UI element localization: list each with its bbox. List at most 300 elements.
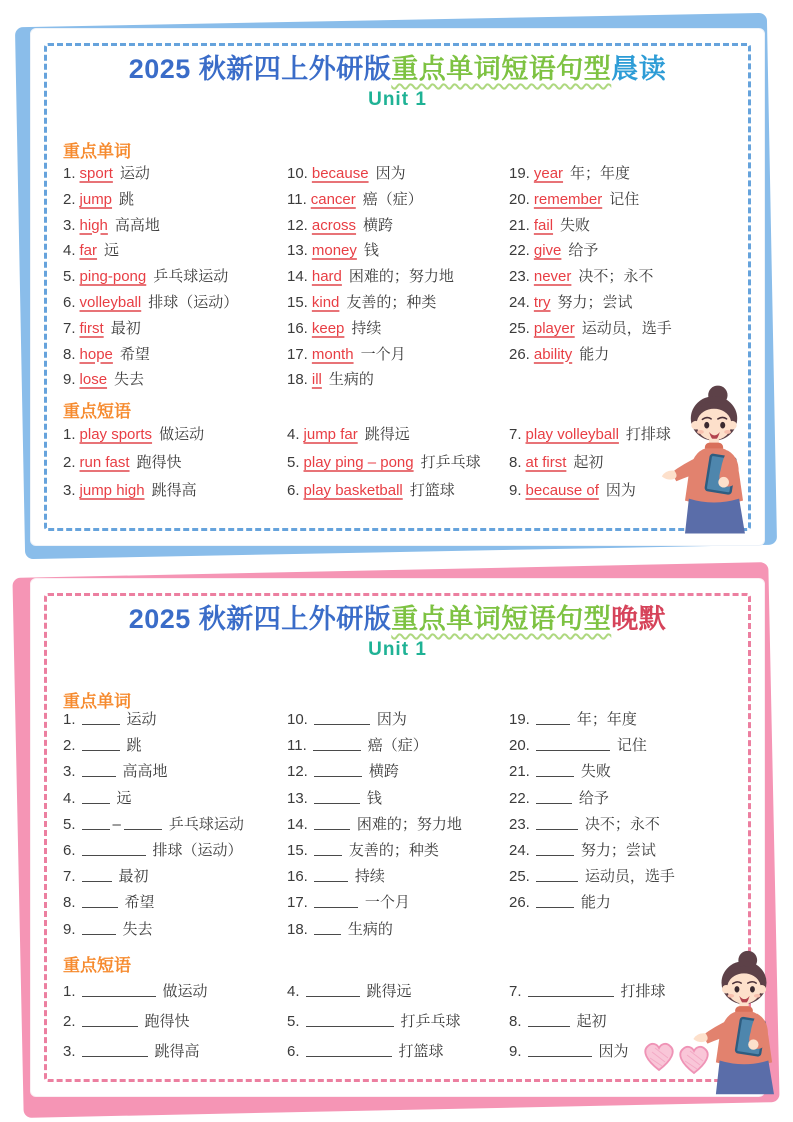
item-number: 26. [509, 894, 530, 912]
item-number: 12. [287, 763, 308, 781]
word-item [509, 238, 748, 264]
item-meaning: 远 [104, 242, 120, 260]
item-meaning: 最初 [118, 868, 149, 886]
word-item [63, 917, 287, 943]
word-item [287, 812, 509, 838]
item-meaning: 运动员，选手 [584, 868, 675, 886]
item-number: 3. [63, 763, 76, 781]
item-number: 9. [509, 482, 522, 499]
item-meaning: 年；年度 [576, 711, 637, 728]
item-number: 3. [63, 216, 76, 234]
item-meaning: 运动 [119, 165, 150, 182]
item-meaning: 失败 [580, 763, 611, 781]
item-meaning: 因为 [605, 482, 636, 499]
item-word: ability [533, 345, 573, 363]
item-word: ill [311, 371, 322, 389]
phrase-item [287, 421, 509, 449]
item-number: 17. [287, 345, 308, 363]
word-item [63, 812, 287, 838]
item-number: 23. [509, 268, 530, 286]
evening-title [31, 597, 764, 636]
item-meaning: 努力；尝试 [580, 842, 656, 860]
item-word: play basketball [303, 482, 403, 499]
word-item [509, 290, 748, 316]
item-blank [314, 790, 360, 804]
morning-words-list [63, 161, 748, 393]
word-item [287, 316, 509, 342]
item-meaning: 记住 [609, 190, 640, 208]
item-number: 20. [509, 190, 530, 208]
item-word: year [533, 165, 564, 182]
item-word: play sports [79, 426, 153, 443]
evening-words-heading: 重点单词 [63, 692, 131, 711]
item-number: 4. [287, 426, 300, 443]
item-meaning: 癌（症） [367, 737, 428, 755]
word-item [287, 264, 509, 290]
word-item [509, 759, 748, 785]
item-number: 17. [287, 894, 308, 912]
item-blank [528, 983, 614, 997]
item-number: 25. [509, 868, 530, 886]
item-number: 6. [287, 482, 300, 499]
list-column [287, 421, 509, 505]
item-word: volleyball [79, 293, 142, 311]
item-number: 16. [287, 868, 308, 886]
item-blank [314, 868, 348, 882]
item-word: high [79, 216, 108, 234]
item-meaning: 希望 [119, 345, 150, 363]
item-meaning: 起初 [576, 1013, 607, 1030]
item-meaning: 年；年度 [570, 165, 631, 182]
item-number: 7. [63, 319, 76, 337]
word-item [509, 838, 748, 864]
item-blank [82, 921, 116, 935]
item-meaning: 钱 [366, 789, 382, 807]
word-item [63, 707, 287, 733]
item-blank [314, 816, 350, 830]
item-meaning: 打乒乓球 [400, 1013, 461, 1030]
list-column [287, 161, 509, 393]
word-item [287, 707, 509, 733]
item-number: 2. [63, 190, 76, 208]
item-word: across [311, 216, 357, 234]
title-prefix: 2025 秋新四上外研版 [128, 54, 392, 84]
hearts-icon [640, 1036, 718, 1078]
word-item [63, 187, 287, 213]
word-item [509, 733, 748, 759]
item-blank [82, 1043, 148, 1057]
list-column [509, 161, 748, 393]
item-word: hard [311, 268, 342, 286]
item-meaning: 生病的 [328, 371, 374, 389]
phrase-item [287, 1007, 509, 1037]
item-meaning: 失败 [560, 216, 591, 234]
word-item [287, 786, 509, 812]
word-item [509, 786, 748, 812]
item-number: 19. [509, 711, 530, 728]
item-meaning: 打排球 [625, 426, 671, 443]
list-column [63, 421, 287, 505]
phrase-item [509, 449, 748, 477]
item-number: 15. [287, 842, 308, 860]
title-keywords: 重点单词短语句型 [391, 604, 612, 634]
item-word: because of [525, 482, 599, 499]
item-blank [82, 790, 110, 804]
item-meaning: 因为 [598, 1043, 629, 1060]
item-word: far [79, 242, 98, 260]
phrase-item [63, 977, 287, 1007]
title-prefix: 2025 秋新四上外研版 [128, 604, 392, 634]
list-column [63, 707, 287, 943]
item-meaning: 跳得高 [154, 1043, 200, 1060]
item-number: 2. [63, 454, 76, 471]
item-blank [536, 790, 572, 804]
item-number: 21. [509, 216, 530, 234]
word-item [509, 161, 748, 187]
item-number: 8. [63, 894, 76, 912]
item-number: 9. [63, 920, 76, 938]
item-meaning: 努力；尝试 [557, 293, 633, 311]
item-number: 22. [509, 789, 530, 807]
item-blank [536, 711, 570, 725]
item-blank [82, 816, 110, 830]
phrase-item [63, 449, 287, 477]
item-blank [306, 983, 360, 997]
word-item [63, 264, 287, 290]
item-blank [82, 983, 156, 997]
item-blank [82, 894, 118, 908]
item-number: 6. [63, 842, 76, 860]
item-meaning: 友善的；种类 [348, 842, 439, 860]
item-meaning: 乒乓球运动 [168, 815, 244, 833]
item-number: 10. [287, 711, 308, 728]
item-word: player [533, 319, 575, 337]
item-meaning: 癌（症） [362, 190, 423, 208]
item-meaning: 失去 [114, 371, 145, 389]
item-number: 1. [63, 711, 76, 728]
item-word: jump high [79, 482, 145, 499]
title-suffix: 晨读 [611, 54, 667, 84]
item-number: 13. [287, 789, 308, 807]
item-blank [536, 816, 578, 830]
item-meaning: 打篮球 [398, 1043, 444, 1060]
list-column [287, 977, 509, 1067]
item-number: 7. [509, 983, 522, 1000]
word-item [287, 759, 509, 785]
item-meaning: 最初 [110, 319, 141, 337]
item-meaning: 困难的；努力地 [348, 268, 454, 286]
evening-panel [30, 578, 765, 1097]
list-column [509, 707, 748, 943]
item-word: kind [311, 293, 340, 311]
item-meaning: 决不；永不 [584, 815, 660, 833]
word-item [509, 812, 748, 838]
item-word: at first [525, 454, 567, 471]
item-number: 11. [287, 190, 307, 208]
item-word: keep [311, 319, 345, 337]
item-number: 9. [509, 1043, 522, 1060]
word-item [287, 161, 509, 187]
word-item [287, 342, 509, 368]
item-word: play ping – pong [303, 454, 414, 471]
item-word: cancer [310, 190, 356, 208]
item-number: 22. [509, 242, 530, 260]
evening-unit-label: Unit 1 [368, 639, 427, 660]
word-item [63, 890, 287, 916]
morning-panel [30, 28, 765, 546]
item-meaning: 钱 [363, 242, 379, 260]
word-item [509, 213, 748, 239]
item-number: 1. [63, 165, 76, 182]
phrase-item [509, 477, 748, 505]
phrase-item [287, 1037, 509, 1067]
item-word: ping-pong [79, 268, 147, 286]
item-meaning: 希望 [124, 894, 155, 912]
item-blank [314, 894, 358, 908]
item-number: 4. [287, 983, 300, 1000]
item-meaning: 排球（运动） [148, 293, 239, 311]
title-suffix: 晚默 [611, 604, 667, 634]
item-meaning: 排球（运动） [152, 842, 243, 860]
item-number: 2. [63, 1013, 76, 1030]
item-blank [528, 1013, 570, 1027]
word-item [63, 786, 287, 812]
item-number: 6. [63, 293, 76, 311]
phrase-item [63, 477, 287, 505]
item-meaning: 起初 [573, 454, 604, 471]
item-number: 24. [509, 842, 530, 860]
item-number: 14. [287, 815, 308, 833]
item-word: fail [533, 216, 554, 234]
item-blank [306, 1043, 392, 1057]
item-blank [124, 816, 162, 830]
word-item [509, 264, 748, 290]
item-number: 8. [509, 1013, 522, 1030]
item-meaning: 因为 [375, 165, 406, 182]
item-meaning: 跳得远 [364, 426, 410, 443]
item-meaning: 做运动 [159, 426, 205, 443]
item-meaning: 打排球 [620, 983, 666, 1000]
item-blank [536, 894, 574, 908]
item-number: 18. [287, 920, 308, 938]
item-blank [82, 1013, 138, 1027]
word-item [287, 917, 509, 943]
word-item [509, 890, 748, 916]
morning-phrases-list [63, 421, 748, 505]
item-number: 7. [509, 426, 522, 443]
list-column [287, 707, 509, 943]
item-meaning: 失去 [122, 920, 153, 938]
list-column [63, 161, 287, 393]
item-blank [82, 842, 146, 856]
item-blank [82, 868, 112, 882]
item-meaning: 跳得远 [366, 983, 412, 1000]
item-number: 4. [63, 789, 76, 807]
item-word: money [311, 242, 357, 260]
morning-title [31, 47, 764, 86]
word-item [63, 838, 287, 864]
item-number: 12. [287, 216, 308, 234]
item-meaning: 生病的 [347, 920, 393, 938]
item-meaning: 给予 [578, 789, 609, 807]
item-blank [314, 842, 342, 856]
item-word: try [533, 293, 551, 311]
item-number: 19. [509, 165, 530, 182]
item-meaning: 友善的；种类 [346, 293, 437, 311]
item-number: 13. [287, 242, 308, 260]
item-blank [82, 737, 120, 751]
item-number: 1. [63, 426, 76, 443]
word-item [63, 367, 287, 393]
item-meaning: 因为 [376, 711, 407, 728]
item-number: 21. [509, 763, 530, 781]
list-column [509, 421, 748, 505]
morning-words-heading: 重点单词 [63, 142, 131, 161]
phrase-item [63, 1037, 287, 1067]
item-blank [536, 763, 574, 777]
item-number: 10. [287, 165, 308, 182]
item-blank [528, 1043, 592, 1057]
word-item [509, 707, 748, 733]
item-meaning: 跳 [126, 737, 142, 755]
item-meaning: 能力 [579, 345, 610, 363]
word-item [63, 161, 287, 187]
item-meaning: 给予 [568, 242, 599, 260]
item-word: jump [79, 190, 113, 208]
item-word: because [311, 165, 369, 182]
word-item [287, 864, 509, 890]
word-item [287, 838, 509, 864]
word-item [63, 316, 287, 342]
item-number: 2. [63, 737, 76, 755]
item-blank [536, 868, 578, 882]
item-blank [314, 711, 370, 725]
item-number: 4. [63, 242, 76, 260]
item-meaning: 远 [116, 789, 132, 807]
word-item [287, 733, 509, 759]
item-meaning: 高高地 [114, 216, 160, 234]
item-meaning: 跑得快 [144, 1013, 190, 1030]
item-number: 20. [509, 737, 530, 755]
item-meaning: 运动 [126, 711, 157, 728]
item-number: 5. [63, 815, 76, 833]
item-meaning: 持续 [354, 868, 385, 886]
item-word: jump far [303, 426, 358, 443]
item-number: 15. [287, 293, 308, 311]
item-number: 18. [287, 371, 308, 389]
item-meaning: 跳 [119, 190, 135, 208]
title-keywords: 重点单词短语句型 [391, 54, 612, 84]
item-blank [82, 763, 116, 777]
word-item [63, 290, 287, 316]
item-word: play volleyball [525, 426, 619, 443]
list-column [63, 977, 287, 1067]
item-number: 1. [63, 983, 76, 1000]
item-meaning: 持续 [351, 319, 382, 337]
item-number: 5. [63, 268, 76, 286]
item-meaning: 乒乓球运动 [153, 268, 229, 286]
word-item [287, 890, 509, 916]
phrase-item [509, 977, 748, 1007]
item-number: 7. [63, 868, 76, 886]
item-meaning: 一个月 [364, 894, 410, 912]
word-item [509, 187, 748, 213]
item-number: 11. [287, 737, 307, 755]
word-item [63, 864, 287, 890]
word-item [63, 213, 287, 239]
item-number: 24. [509, 293, 530, 311]
item-word: month [311, 345, 354, 363]
morning-unit-label: Unit 1 [368, 89, 427, 110]
item-blank [82, 711, 120, 725]
item-word: never [533, 268, 572, 286]
item-meaning: 一个月 [360, 345, 406, 363]
word-item [63, 342, 287, 368]
word-item [63, 733, 287, 759]
item-meaning: 运动员，选手 [581, 319, 672, 337]
phrase-item [63, 1007, 287, 1037]
item-meaning: 横跨 [368, 763, 399, 781]
phrase-item [509, 1007, 748, 1037]
item-blank [314, 921, 341, 935]
word-item [509, 342, 748, 368]
item-word: first [79, 319, 104, 337]
phrase-item [287, 977, 509, 1007]
item-number: 9. [63, 371, 76, 389]
item-number: 5. [287, 1013, 300, 1030]
item-blank [313, 737, 361, 751]
item-blank [306, 1013, 394, 1027]
word-item [63, 759, 287, 785]
item-blank [314, 763, 362, 777]
item-number: 6. [287, 1043, 300, 1060]
item-number: 23. [509, 815, 530, 833]
item-meaning: 横跨 [363, 216, 394, 234]
item-number: 5. [287, 454, 300, 471]
item-number: 8. [63, 345, 76, 363]
evening-phrases-heading: 重点短语 [63, 956, 131, 975]
phrase-item [287, 477, 509, 505]
word-item [287, 187, 509, 213]
item-number: 26. [509, 345, 530, 363]
word-item [287, 238, 509, 264]
item-word: sport [79, 165, 113, 182]
item-word: run fast [79, 454, 130, 471]
item-blank [536, 842, 574, 856]
item-number: 8. [509, 454, 522, 471]
phrase-item [63, 421, 287, 449]
item-meaning: 做运动 [162, 983, 208, 1000]
blank-dash: – [112, 815, 121, 833]
item-meaning: 打篮球 [409, 482, 455, 499]
phrase-item [509, 421, 748, 449]
item-meaning: 打乒乓球 [420, 454, 481, 471]
item-word: hope [79, 345, 113, 363]
evening-words-list [63, 707, 748, 943]
item-number: 3. [63, 1043, 76, 1060]
item-word: lose [79, 371, 108, 389]
item-meaning: 高高地 [122, 763, 168, 781]
word-item [509, 864, 748, 890]
item-word: give [533, 242, 562, 260]
phrase-item [287, 449, 509, 477]
morning-phrases-heading: 重点短语 [63, 402, 131, 421]
item-meaning: 决不；永不 [578, 268, 654, 286]
word-item [63, 238, 287, 264]
item-meaning: 跑得快 [136, 454, 182, 471]
word-item [287, 213, 509, 239]
item-number: 3. [63, 482, 76, 499]
